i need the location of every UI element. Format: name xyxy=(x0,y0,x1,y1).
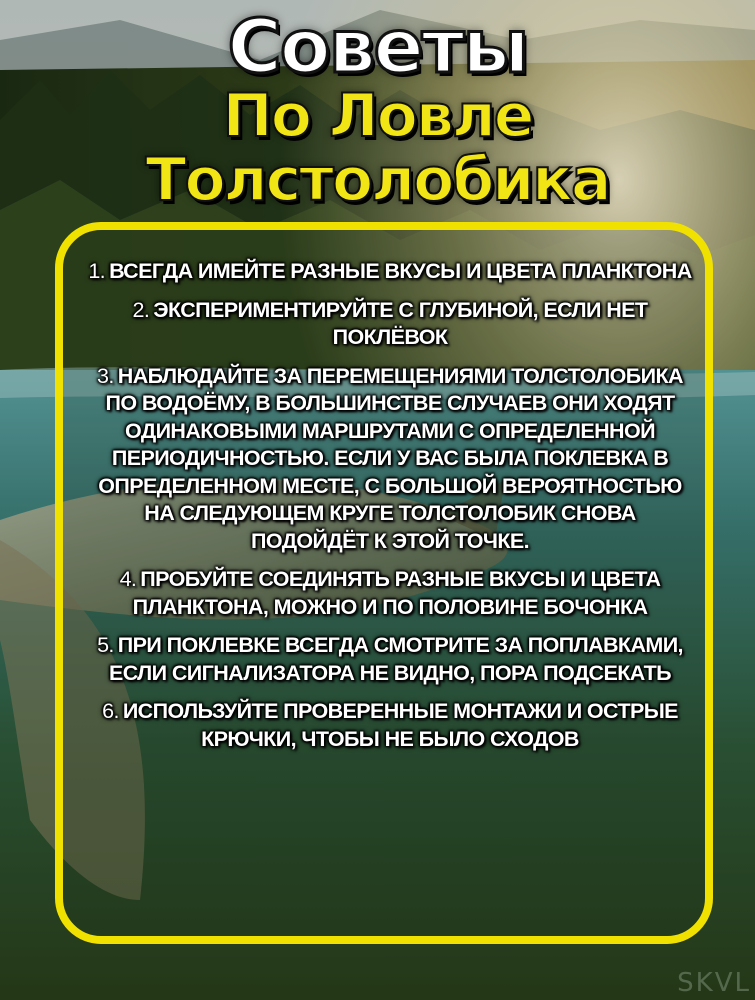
tip-text: ПРОБУЙТЕ СОЕДИНЯТЬ РАЗНЫЕ ВКУСЫ И ЦВЕТА ПЛАНКТОНА, МОЖНО И ПО ПОЛОВИНЕ БОЧОНКА xyxy=(132,567,661,619)
title-line-3: Толстолобика xyxy=(145,145,610,215)
watermark: SKVL xyxy=(677,968,751,998)
tip-text: ПРИ ПОКЛЕВКЕ ВСЕГДА СМОТРИТЕ ЗА ПОПЛАВКАМИ, ЕСЛИ СИГНАЛИЗАТОРА НЕ ВИДНО, ПОРА ПОДСЕКАТЬ xyxy=(109,633,683,685)
tip-number: 6. xyxy=(102,699,119,723)
tip-number: 2. xyxy=(132,297,150,322)
tip-item-3 xyxy=(85,363,695,556)
tip-number: 5. xyxy=(97,633,114,657)
title-line-2: По Ловле xyxy=(222,81,533,151)
tip-item-6 xyxy=(85,698,695,753)
tip-text: ЭКСПЕРИМЕНТИРУЙТЕ С ГЛУБИНОЙ, ЕСЛИ НЕТ ПОКЛЁВОК xyxy=(153,297,648,349)
tip-item-5 xyxy=(85,632,695,687)
tip-text: ВСЕГДА ИМЕЙТЕ РАЗНЫЕ ВКУСЫ И ЦВЕТА ПЛАНКТОНА xyxy=(109,259,692,283)
tip-number: 1. xyxy=(88,259,106,283)
tip-item-1 xyxy=(85,258,695,286)
tip-text: ИСПОЛЬЗУЙТЕ ПРОВЕРЕННЫЕ МОНТАЖИ И ОСТРЫЕ КРЮЧКИ, ЧТОБЫ НЕ БЫЛО СХОДОВ xyxy=(122,699,678,751)
tips-list xyxy=(85,258,695,753)
tip-text: НАБЛЮДАЙТЕ ЗА ПЕРЕМЕЩЕНИЯМИ ТОЛСТОЛОБИКА ПО ВОДОЁМУ, В БОЛЬШИНСТВЕ СЛУЧАЕВ ОНИ ХОДЯТ ОДИНАКОВЫМИ МАРШРУТАМИ С ОПРЕДЕЛЕННОЙ ПЕРИОДИЧНОСТЬЮ. ЕСЛИ У ВАС БЫЛА ПОКЛЕВКА В ОПРЕДЕЛЕННОМ МЕСТЕ, С БОЛЬШОЙ ВЕРОЯТНОСТЬЮ НА СЛЕДУЮЩЕМ КРУГЕ ТОЛСТОЛОБИК СНОВА ПОДОЙДЁТ К ЭТОЙ ТОЧКЕ. xyxy=(98,363,683,553)
tip-number: 4. xyxy=(119,567,137,591)
title-line-1: Советы xyxy=(227,4,528,90)
tip-item-4 xyxy=(85,566,695,621)
tip-number: 3. xyxy=(97,363,114,388)
tip-item-2 xyxy=(85,297,695,352)
